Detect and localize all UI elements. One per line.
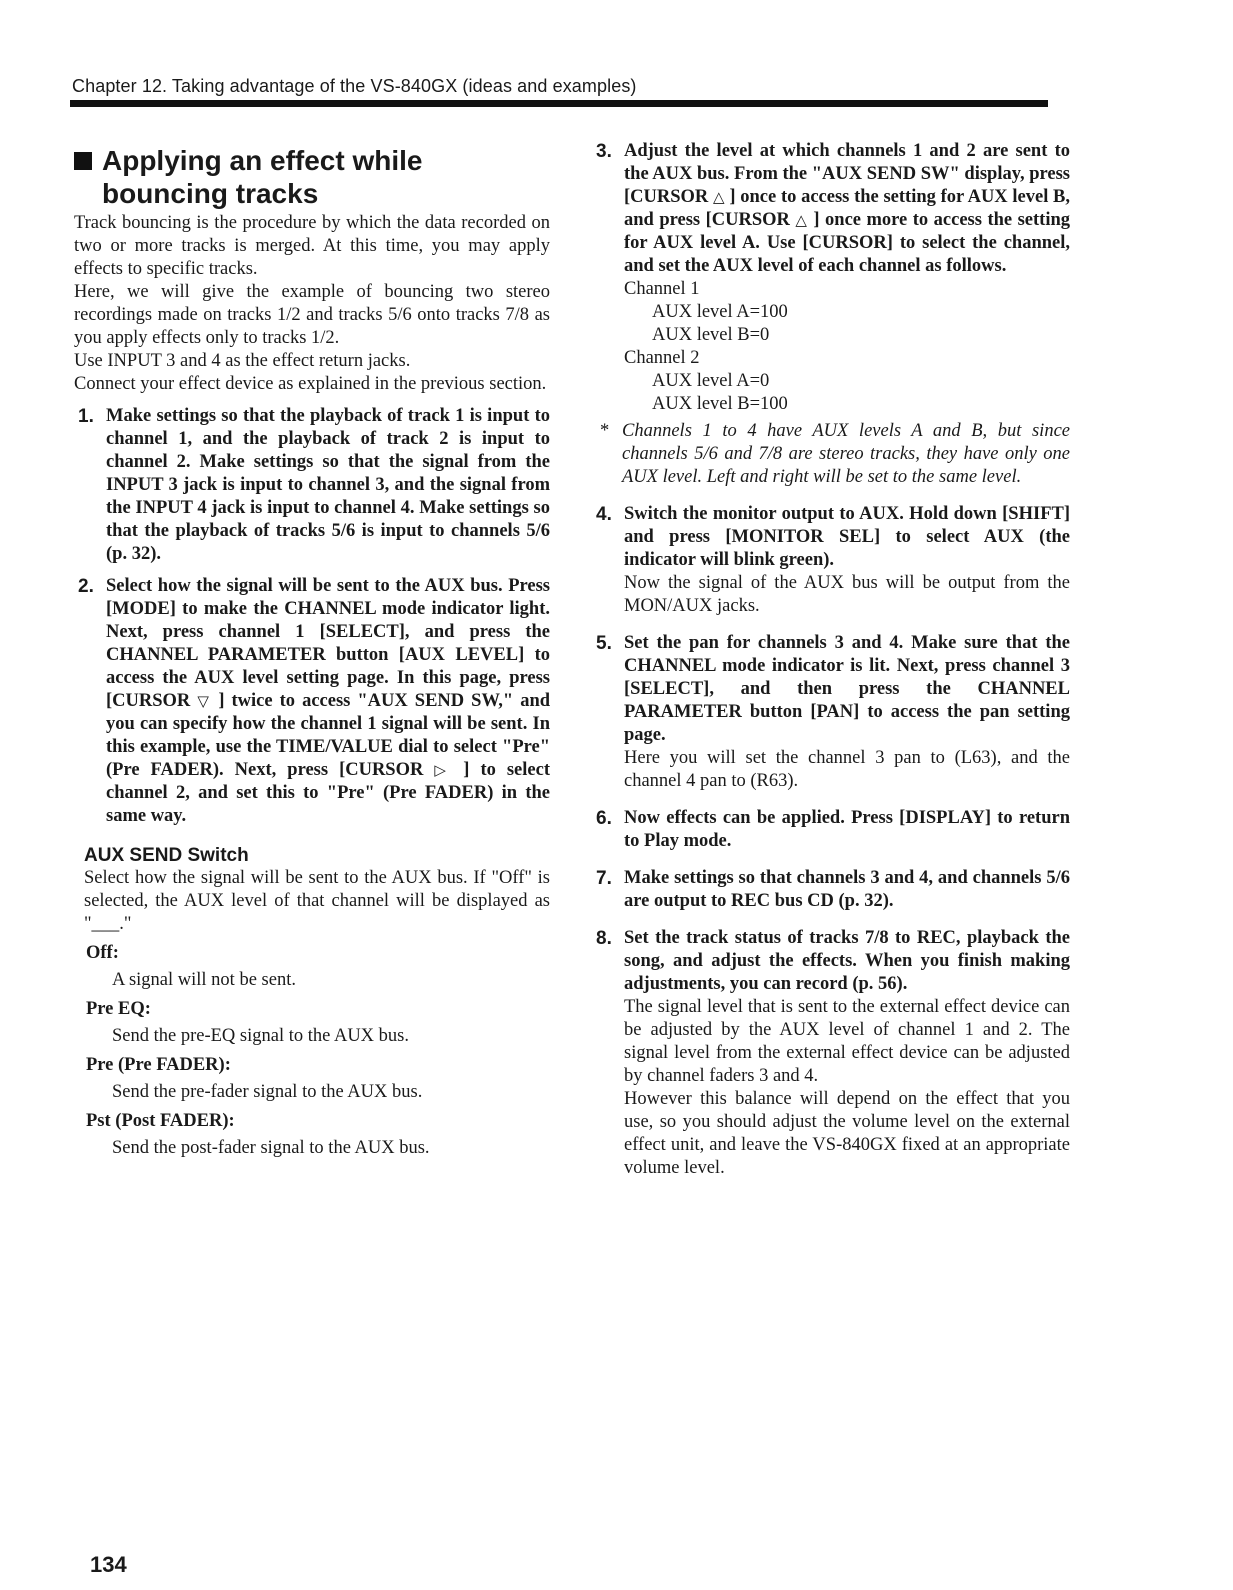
section-title-line1: Applying an effect while xyxy=(102,145,423,176)
step-text: Now effects can be applied. Press [DISPLAY] to return to Play mode. xyxy=(624,808,1070,851)
aux-send-heading: AUX SEND Switch xyxy=(84,845,249,866)
left-column xyxy=(74,140,550,1160)
step-text-part: ] once to access the setting for AUX level B, and press [CURSOR xyxy=(624,187,1071,230)
step-3 xyxy=(592,140,1070,416)
step-text xyxy=(106,575,550,828)
option-term: Pst (Post FADER): xyxy=(86,1111,235,1131)
intro-paragraph: Use INPUT 3 and 4 as the effect return jacks. xyxy=(74,351,411,371)
step-number: 7. xyxy=(596,868,612,889)
step-4 xyxy=(592,503,1070,618)
step-number: 6. xyxy=(596,808,612,829)
step-text-part: Select how the signal will be sent to the AUX bus. Press [MODE] to make the CHANNEL mode indicator light. Next, press channel 1 [SELECT], and press the CHANNEL PARAMETER button [AUX LEVEL] to access the AUX level setting page. In this page, press [CURSOR xyxy=(106,576,550,711)
step-detail: Here you will set the channel 3 pan to (L63), and the channel 4 pan to (R63). xyxy=(624,748,1070,791)
step-text-part: ] to select channel 2, and set this to "Pre" (Pre FADER) in the same way. xyxy=(106,760,550,826)
channel-1-aux-b: AUX level B=0 xyxy=(652,325,770,345)
step-number: 2. xyxy=(78,576,94,597)
step-detail: However this balance will depend on the effect that you use, so you should adjust the volume level on the external effect unit, and leave the VS-840GX fixed at an appropriate volume level. xyxy=(624,1089,1070,1178)
intro-paragraph: Here, we will give the example of bouncing two stereo recordings made on tracks 1/2 and tracks 5/6 onto tracks 7/8 as you apply effects only to tracks 1/2. xyxy=(74,282,550,348)
intro-paragraph: Track bouncing is the procedure by which the data recorded on two or more tracks is merged. At this time, you may apply effects to specific tracks. xyxy=(74,213,550,279)
step-number: 3. xyxy=(596,141,612,162)
option-term: Off: xyxy=(86,943,119,963)
option-definition: A signal will not be sent. xyxy=(112,970,296,990)
cursor-right-icon: ▷ xyxy=(434,761,453,779)
square-bullet-icon xyxy=(74,152,92,170)
channel-2-label: Channel 2 xyxy=(624,348,700,368)
step-text-part: ] twice to access "AUX SEND SW," and you can specify how the channel 1 signal will be sent. In this example, use the TIME/VALUE dial to select "Pre" (Pre FADER). Next, press [CURSOR xyxy=(106,691,551,780)
step-number: 4. xyxy=(596,504,612,525)
cursor-up-icon: △ xyxy=(713,188,725,206)
step-5 xyxy=(592,632,1070,793)
option-definition: Send the pre-fader signal to the AUX bus. xyxy=(112,1082,423,1102)
page-number: 134 xyxy=(90,1552,127,1577)
step-text: Set the pan for channels 3 and 4. Make sure that the CHANNEL mode indicator is lit. Next, press channel 3 [SELECT], and then press the CHANNEL PARAMETER button [PAN] to access the pan setting page. xyxy=(624,633,1070,745)
channel-1-label: Channel 1 xyxy=(624,279,700,299)
step-text: Make settings so that the playback of track 1 is input to channel 1, and the playback of track 2 is input to channel 2. Make settings so that the signal from the INPUT 3 jack is input to channel 3, and the signal from the INPUT 4 jack is input to channel 4. Make settings so that the playback of tracks 5/6 is input to channels 5/6 (p. 32). xyxy=(106,406,550,564)
cursor-down-icon: ▽ xyxy=(197,692,212,710)
intro-paragraph: Connect your effect device as explained in the previous section. xyxy=(74,374,547,394)
step-2 xyxy=(74,575,550,828)
step-detail: The signal level that is sent to the external effect device can be adjusted by the AUX level of channel 1 and 2. The signal level from the external effect device can be adjusted by channel faders 3 and 4. xyxy=(624,997,1070,1086)
note-text: Channels 1 to 4 have AUX levels A and B, but since channels 5/6 and 7/8 are stereo tracks, they have only one AUX level. Left and right will be set to the same level. xyxy=(622,421,1070,487)
cursor-up-icon: △ xyxy=(795,211,808,229)
intro xyxy=(74,212,550,396)
option-term: Pre (Pre FADER): xyxy=(86,1055,231,1075)
step-text: Switch the monitor output to AUX. Hold down [SHIFT] and press [MONITOR SEL] to select AUX (the indicator will blink green). xyxy=(624,504,1070,570)
step-1 xyxy=(74,405,550,566)
option-definition: Send the pre-EQ signal to the AUX bus. xyxy=(112,1026,409,1046)
step-number: 5. xyxy=(596,633,612,654)
step-7 xyxy=(592,867,1070,913)
chapter-header: Chapter 12. Taking advantage of the VS-840GX (ideas and examples) xyxy=(72,76,637,96)
header-rule xyxy=(70,100,1048,107)
step-6 xyxy=(592,807,1070,853)
step-8 xyxy=(592,927,1070,1180)
note xyxy=(592,420,1070,489)
option-definition: Send the post-fader signal to the AUX bus. xyxy=(112,1138,430,1158)
step-number: 8. xyxy=(596,928,612,949)
note-asterisk: * xyxy=(600,421,610,441)
step-text: Make settings so that channels 3 and 4, and channels 5/6 are output to REC bus CD (p. 32). xyxy=(624,868,1070,911)
option-term: Pre EQ: xyxy=(86,999,151,1019)
channel-2-aux-a: AUX level A=0 xyxy=(652,371,770,391)
step-detail: Now the signal of the AUX bus will be output from the MON/AUX jacks. xyxy=(624,573,1070,616)
section-title xyxy=(74,144,550,210)
right-column xyxy=(592,140,1070,1180)
step-text-part: ] once more to access the setting for AUX level A. Use [CURSOR] to select the channel, and set the AUX level of each channel as follows. xyxy=(624,210,1071,276)
section-title-line2: bouncing tracks xyxy=(102,178,319,209)
aux-send-description: Select how the signal will be sent to the AUX bus. If "Off" is selected, the AUX level of that channel will be displayed as "___." xyxy=(84,868,550,934)
step-text: Set the track status of tracks 7/8 to REC, playback the song, and adjust the effects. When you finish making adjustments, you can record (p. 56). xyxy=(624,928,1070,994)
step-number: 1. xyxy=(78,406,94,427)
step-text xyxy=(624,140,1070,278)
step-text-part: Adjust the level at which channels 1 and 2 are sent to the AUX bus. From the "AUX SEND SW" display, press [CURSOR xyxy=(624,141,1070,207)
channel-2-aux-b: AUX level B=100 xyxy=(652,394,788,414)
channel-1-aux-a: AUX level A=100 xyxy=(652,302,788,322)
